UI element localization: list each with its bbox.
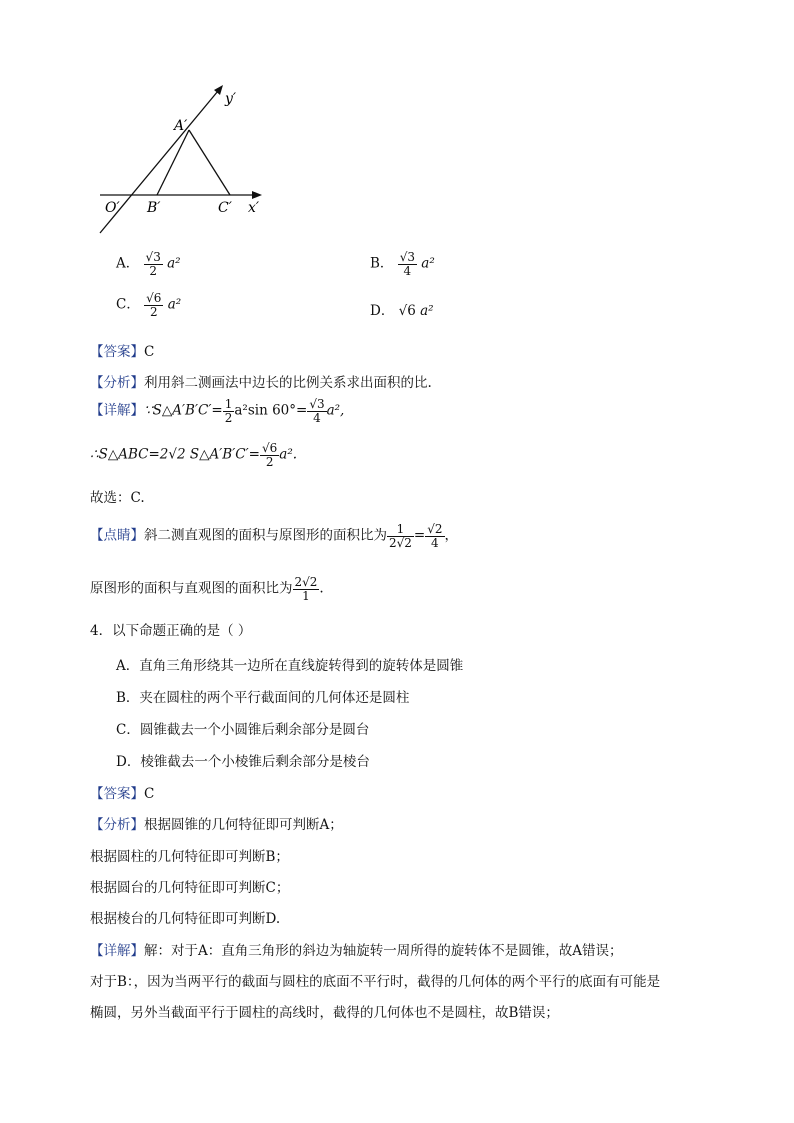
q4-option-a[interactable]: A．直角三角形绕其一边所在直线旋转得到的旋转体是圆锥 bbox=[116, 658, 464, 674]
q4-analysis-line1: 【分析】根据圆锥的几何特征即可判断A； bbox=[90, 817, 343, 833]
q3-option-c[interactable]: C． $\frac{√6}{2}$ a² bbox=[116, 291, 182, 319]
q3-analysis: 【分析】利用斜二测画法中边长的比例关系求出面积的比. bbox=[90, 375, 432, 391]
x-axis-arrow-icon bbox=[252, 191, 262, 199]
point-b-label: B′ bbox=[147, 200, 161, 216]
q3-answer: 【答案】C bbox=[90, 344, 155, 360]
q3-option-d[interactable]: D． √6 a² bbox=[370, 303, 434, 319]
origin-label: O′ bbox=[105, 200, 120, 216]
oblique-triangle-figure bbox=[90, 80, 290, 245]
q3-choice: 故选：C. bbox=[90, 490, 145, 506]
side-a-b bbox=[157, 130, 189, 195]
q4-analysis-line4: 根据棱台的几何特征即可判断D. bbox=[90, 911, 281, 927]
q4-stem: 4．以下命题正确的是（ ） bbox=[90, 623, 252, 639]
q4-detail-line2: 对于B：，因为当两平行的截面与圆柱的底面不平行时，截得的几何体的两个平行的底面有可能是 bbox=[90, 974, 661, 990]
q3-tip-line2: 原图形的面积与直观图的面积比为 $\frac{2√2}{1}$ . bbox=[90, 575, 324, 603]
q4-option-b[interactable]: B．夹在圆柱的两个平行截面间的几何体还是圆柱 bbox=[116, 690, 410, 706]
point-c-label: C′ bbox=[218, 200, 232, 216]
q4-option-d[interactable]: D．棱锥截去一个小棱锥后剩余部分是棱台 bbox=[116, 754, 370, 770]
q3-option-b[interactable]: B． $\frac{√3}{4}$ a² bbox=[370, 250, 435, 278]
q4-detail-line1: 【详解】解：对于A：直角三角形的斜边为轴旋转一周所得的旋转体不是圆锥，故A错误； bbox=[90, 943, 623, 959]
side-a-c bbox=[189, 130, 230, 195]
point-a-label: A′ bbox=[174, 118, 188, 134]
q3-detail-line1: 【详解】∵S△A′B′C′= $\frac{1}{2}$ a²sin 60°= $\frac{√3}{4}$ a², bbox=[90, 397, 345, 425]
q3-option-a[interactable]: A． $\frac{√3}{2}$ a² bbox=[116, 250, 181, 278]
q4-analysis-line3: 根据圆台的几何特征即可判断C； bbox=[90, 880, 290, 896]
q4-option-c[interactable]: C．圆锥截去一个小圆锥后剩余部分是圆台 bbox=[116, 722, 370, 738]
q3-detail-line2: ∴S△ABC=2√2 S△A′B′C′= $\frac{√6}{2}$ a². bbox=[90, 441, 298, 469]
q4-detail-line3: 椭圆，另外当截面平行于圆柱的高线时，截得的几何体也不是圆柱，故B错误； bbox=[90, 1005, 559, 1021]
y-axis-label: y′ bbox=[225, 91, 237, 107]
x-axis-label: x′ bbox=[248, 200, 260, 216]
q4-analysis-line2: 根据圆柱的几何特征即可判断B； bbox=[90, 849, 289, 865]
q3-tip-line1: 【点睛】斜二测直观图的面积与原图形的面积比为 $\frac{1}{2√2}$ = $\frac{√2}{4}$ ， bbox=[90, 522, 459, 550]
q4-answer: 【答案】C bbox=[90, 786, 155, 802]
